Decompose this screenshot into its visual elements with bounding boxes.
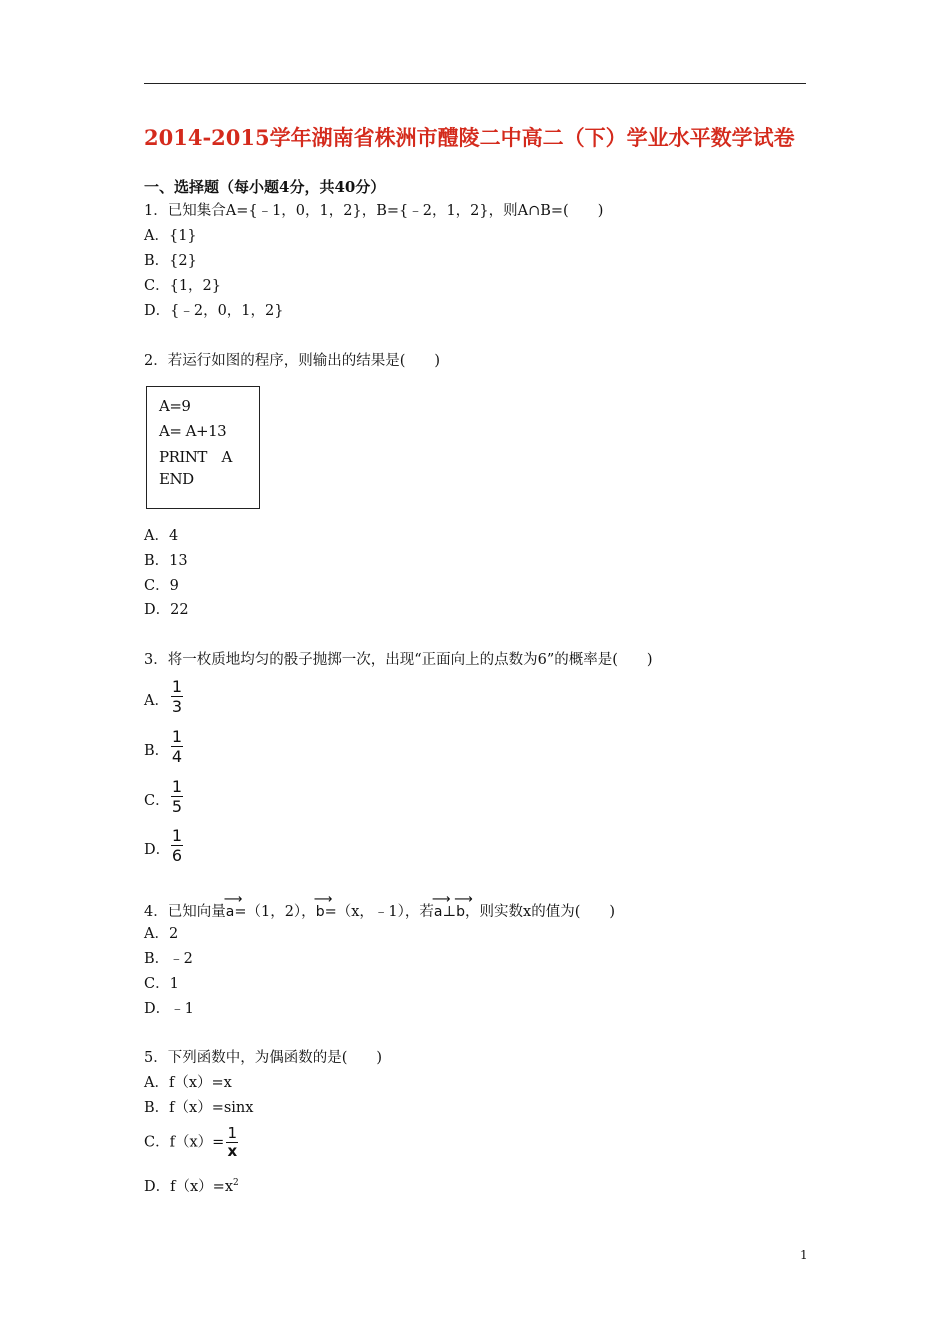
section-heading: 一、选择题（每小题4分，共40分） <box>144 178 386 196</box>
question-2-stem: 2．若运行如图的程序，则输出的结果是( ) <box>144 353 441 369</box>
numerator: 1 <box>171 677 183 696</box>
vector-arrow-icon: ⟶ <box>313 892 333 907</box>
exponent: 2 <box>233 1178 239 1188</box>
option-label: A． <box>144 693 169 709</box>
denominator: 5 <box>171 797 183 816</box>
question-3-stem: 3．将一枚质地均匀的骰子抛掷一次，出现“正面向上的点数为6”的概率是( ) <box>144 652 653 668</box>
question-5-option-c <box>144 1126 238 1159</box>
code-line: END <box>159 470 194 488</box>
denominator: 4 <box>171 747 183 766</box>
stem-text: ，则实数x的值为( ) <box>465 904 616 920</box>
question-2-option-d: D．22 <box>144 602 189 618</box>
question-4-option-d: D．﹣1 <box>144 1001 194 1017</box>
exam-title: 2014-2015学年湖南省株洲市醴陵二中高二（下）学业水平数学试卷 <box>144 125 795 150</box>
vector-b <box>313 892 333 921</box>
question-4-stem <box>144 892 616 921</box>
fraction <box>226 1126 238 1159</box>
question-1-option-c: C．{1，2} <box>144 278 221 294</box>
question-1-option-a: A．{1} <box>144 228 197 244</box>
stem-text: =（x，﹣1），若 <box>324 904 434 920</box>
code-line: A= A+13 <box>159 422 227 440</box>
vector-letter: a <box>433 904 443 920</box>
fraction <box>171 778 183 815</box>
question-1-option-b: B．{2} <box>144 253 197 269</box>
option-label: C． <box>144 793 170 809</box>
question-5-option-d <box>144 1174 239 1196</box>
code-line: PRINT A <box>159 448 232 466</box>
denominator: 3 <box>171 697 183 716</box>
vector-b <box>454 892 473 921</box>
denominator: x <box>227 1142 238 1160</box>
vector-arrow-icon: ⟶ <box>223 892 243 907</box>
numerator: 1 <box>227 1124 238 1142</box>
stem-text: 4．已知向量 <box>144 904 226 920</box>
perpendicular-symbol: ⊥ <box>442 904 457 920</box>
question-5-option-b: B．f（x）=sinx <box>144 1100 254 1116</box>
numerator: 1 <box>171 826 183 845</box>
question-5-option-a: A．f（x）=x <box>144 1075 232 1091</box>
numerator: 1 <box>171 727 183 746</box>
question-4-option-a: A．2 <box>144 926 179 942</box>
fraction <box>171 827 183 864</box>
vector-a <box>431 892 451 921</box>
numerator: 1 <box>171 777 183 796</box>
question-1-option-d: D．{﹣2，0，1，2} <box>144 303 284 319</box>
question-2-option-b: B．13 <box>144 553 188 569</box>
question-2-option-c: C．9 <box>144 578 179 594</box>
stem-text: =（1，2）， <box>234 904 316 920</box>
vector-letter: b <box>456 904 466 920</box>
vector-letter: a <box>225 904 235 920</box>
page-number: 1 <box>800 1248 808 1262</box>
vector-letter: b <box>315 904 325 920</box>
fraction <box>171 728 183 765</box>
option-label: C．f（x）= <box>144 1134 225 1151</box>
denominator: 6 <box>171 846 183 865</box>
vector-arrow-icon: ⟶ <box>431 892 451 907</box>
vector-arrow-icon: ⟶ <box>454 892 473 907</box>
question-2-option-a: A．4 <box>144 528 179 544</box>
option-label: D． <box>144 842 171 858</box>
code-line: A=9 <box>159 397 191 415</box>
option-label: B． <box>144 743 170 759</box>
program-box <box>146 386 260 509</box>
vector-a <box>223 892 243 921</box>
question-4-option-b: B．﹣2 <box>144 951 193 967</box>
question-4-option-c: C．1 <box>144 976 179 992</box>
question-1-stem: 1．已知集合A={﹣1，0，1，2}，B={﹣2，1，2}，则A∩B=( ) <box>144 203 604 219</box>
header-rule <box>144 83 806 84</box>
fraction <box>171 678 183 715</box>
option-label: D．f（x）=x <box>144 1178 233 1195</box>
question-5-stem: 5．下列函数中，为偶函数的是( ) <box>144 1050 383 1066</box>
